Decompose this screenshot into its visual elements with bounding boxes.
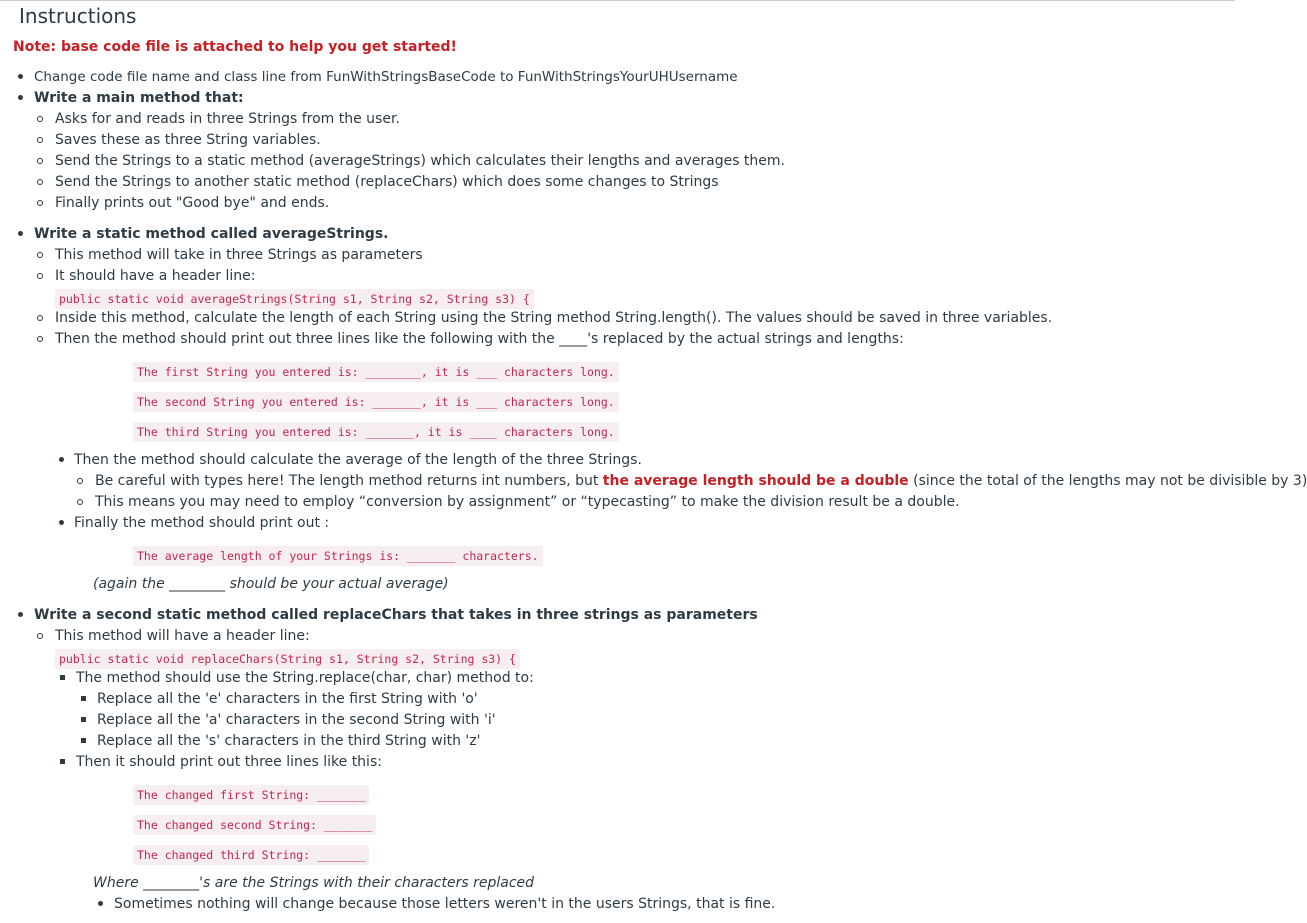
bullet-circle-icon: [77, 478, 83, 484]
rep-nothing-note: Sometimes nothing will change because those letters weren't in the users Strings, that is fine.: [114, 896, 776, 912]
rep-output-line-1: The changed first String: _______: [133, 785, 369, 805]
avg-finally: Finally the method should print out :: [74, 515, 330, 531]
bullet-square-icon: [60, 759, 65, 764]
avg-output-line-3: The third String you entered is: _______, it is ____ characters long.: [133, 422, 619, 442]
bullet-disc-icon: [18, 95, 23, 100]
bullet-circle-icon: [37, 336, 43, 342]
avg-careful: [95, 471, 1307, 491]
bullet-disc-icon: [18, 612, 23, 617]
main-heading: Write a main method that:: [34, 90, 244, 106]
avg-item-4: Then the method should print out three lines like the following with the ____'s replaced by the actual strings and lengths:: [55, 331, 904, 347]
bullet-circle-icon: [37, 200, 43, 206]
bullet-square-icon: [81, 717, 86, 722]
avg-output-line-1: The first String you entered is: ________, it is ___ characters long.: [133, 362, 619, 382]
avg-calc: Then the method should calculate the average of the length of the three Strings.: [74, 452, 642, 468]
bullet-disc-icon: [59, 457, 64, 462]
avg-again-note: (again the ________ should be your actual average): [93, 576, 449, 592]
bullet-circle-icon: [37, 273, 43, 279]
bullet-circle-icon: [37, 116, 43, 122]
top-divider: [0, 0, 1235, 1]
avg-heading: Write a static method called averageStrings.: [34, 226, 389, 242]
bullet-square-icon: [81, 696, 86, 701]
rep-heading: Write a second static method called replaceChars that takes in three strings as parameters: [34, 607, 758, 623]
bullet-disc-icon: [18, 74, 23, 79]
rep-header-code: public static void replaceChars(String s1, String s2, String s3) {: [55, 649, 520, 669]
bullet-disc-icon: [18, 231, 23, 236]
avg-item-1: This method will take in three Strings as parameters: [55, 247, 423, 263]
main-item-5: Finally prints out "Good bye" and ends.: [55, 195, 330, 211]
rep-where-note: Where ________'s are the Strings with their characters replaced: [93, 875, 535, 891]
avg-careful-pre: Be careful with types here! The length method returns int numbers, but: [95, 473, 603, 489]
avg-item-3: Inside this method, calculate the length of each String using the String method String.length(). The values should be saved in three variables.: [55, 310, 1053, 326]
bullet-circle-icon: [77, 499, 83, 505]
note-text: Note: base code file is attached to help you get started!: [13, 39, 457, 55]
main-item-4: Send the Strings to another static method (replaceChars) which does some changes to Strings: [55, 174, 719, 190]
rep-replace-3: Replace all the 's' characters in the third String with 'z': [97, 733, 481, 749]
bullet-circle-icon: [37, 252, 43, 258]
avg-item-2: It should have a header line:: [55, 268, 256, 284]
avg-output-line-2: The second String you entered is: _______, it is ___ characters long.: [133, 392, 619, 412]
rename-instruction: Change code file name and class line from FunWithStringsBaseCode to FunWithStringsYourUHUsername: [34, 69, 738, 85]
rep-output-line-2: The changed second String: _______: [133, 815, 376, 835]
bullet-square-icon: [60, 675, 65, 680]
main-item-3: Send the Strings to a static method (averageStrings) which calculates their lengths and averages them.: [55, 153, 785, 169]
rep-replace-2: Replace all the 'a' characters in the second String with 'i': [97, 712, 496, 728]
bullet-disc-icon: [98, 901, 103, 906]
page-title: Instructions: [19, 4, 137, 28]
avg-average-output: The average length of your Strings is: _______ characters.: [133, 546, 543, 566]
rep-use: The method should use the String.replace(char, char) method to:: [76, 670, 534, 686]
rep-print: Then it should print out three lines like this:: [76, 754, 382, 770]
bullet-circle-icon: [37, 137, 43, 143]
avg-conversion: This means you may need to employ “conversion by assignment” or “typecasting” to make the division result be a double.: [95, 494, 960, 510]
avg-header-code: public static void averageStrings(String s1, String s2, String s3) {: [55, 289, 534, 309]
rep-replace-1: Replace all the 'e' characters in the first String with 'o': [97, 691, 478, 707]
main-item-2: Saves these as three String variables.: [55, 132, 321, 148]
main-item-1: Asks for and reads in three Strings from the user.: [55, 111, 400, 127]
bullet-disc-icon: [59, 520, 64, 525]
avg-careful-red: the average length should be a double: [602, 473, 909, 489]
bullet-circle-icon: [37, 315, 43, 321]
rep-output-line-3: The changed third String: _______: [133, 845, 369, 865]
rep-item-1: This method will have a header line:: [55, 628, 310, 644]
bullet-square-icon: [81, 738, 86, 743]
bullet-circle-icon: [37, 158, 43, 164]
bullet-circle-icon: [37, 179, 43, 185]
avg-careful-post: (since the total of the lengths may not be divisible by 3): [908, 473, 1307, 489]
bullet-circle-icon: [37, 633, 43, 639]
